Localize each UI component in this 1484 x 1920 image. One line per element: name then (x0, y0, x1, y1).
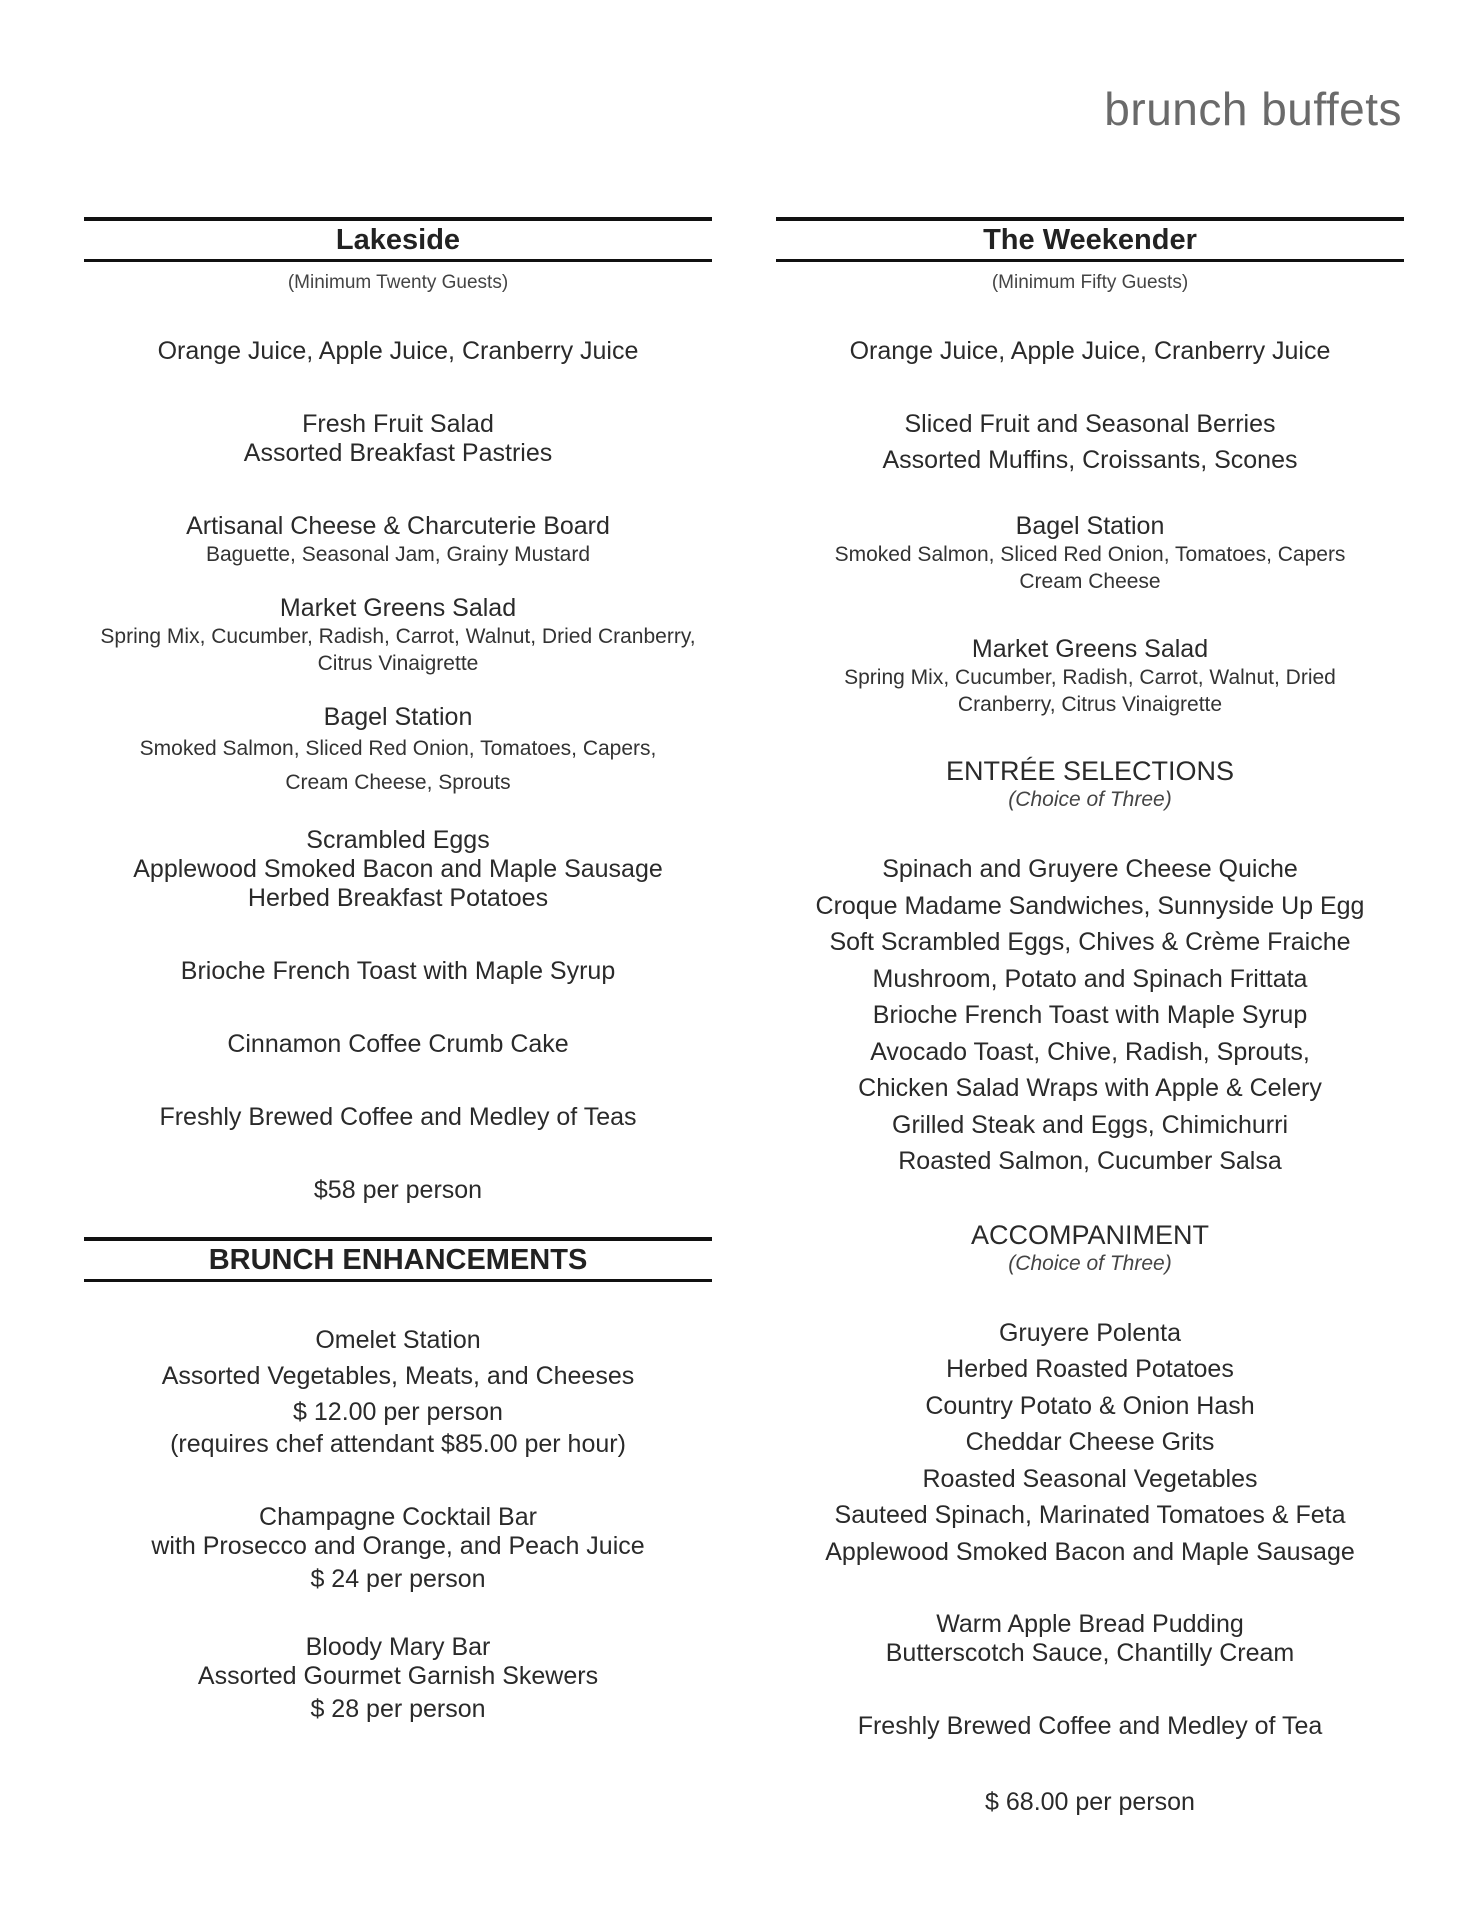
entree-item: Soft Scrambled Eggs, Chives & Crème Fraiche (829, 928, 1351, 956)
accompaniment-item: Herbed Roasted Potatoes (946, 1355, 1234, 1383)
omelet-group (84, 1322, 712, 1459)
accompaniment-heading: ACCOMPANIMENT (970, 1219, 1209, 1250)
weekender-price: $ 68.00 per person (985, 1788, 1195, 1816)
entree-item: Mushroom, Potato and Spinach Frittata (872, 964, 1308, 993)
omelet-station: Omelet Station (315, 1326, 481, 1354)
entree-choice: (Choice of Three) (1008, 788, 1172, 811)
entree-list (776, 851, 1404, 1180)
weekender-bagel-sub-1: Smoked Salmon, Sliced Red Onion, Tomatoes, Capers (834, 543, 1346, 566)
lakeside-column (84, 217, 712, 1727)
entree-item: Croque Madame Sandwiches, Sunnyside Up Egg (815, 891, 1365, 920)
lakeside-pastries: Assorted Breakfast Pastries (243, 439, 553, 467)
weekender-muffins: Assorted Muffins, Croissants, Scones (882, 446, 1298, 474)
weekender-bagel: Bagel Station (1015, 512, 1165, 540)
lakeside-juices: Orange Juice, Apple Juice, Cranberry Juice (157, 337, 639, 365)
accompaniment-choice: (Choice of Three) (1008, 1251, 1172, 1275)
pudding-sub: Butterscotch Sauce, Chantilly Cream (885, 1639, 1295, 1667)
lakeside-greens-group (84, 594, 712, 677)
weekender-greens-sub: Spring Mix, Cucumber, Radish, Carrot, Walnut, Dried Cranberry, Citrus Vinaigrette (844, 666, 1336, 716)
pudding-group (776, 1610, 1404, 1668)
champagne-price: $ 24 per person (310, 1565, 486, 1593)
lakeside-header: Lakeside (84, 217, 712, 262)
lakeside-crumb-cake: Cinnamon Coffee Crumb Cake (227, 1030, 569, 1058)
entree-item: Avocado Toast, Chive, Radish, Sprouts, (870, 1037, 1310, 1066)
lakeside-minimum: (Minimum Twenty Guests) (287, 272, 509, 293)
lakeside-cheese-board: Artisanal Cheese & Charcuterie Board (186, 512, 610, 540)
accompaniment-item: Applewood Smoked Bacon and Maple Sausage (825, 1537, 1355, 1566)
entree-item: Roasted Salmon, Cucumber Salsa (898, 1147, 1282, 1175)
weekender-minimum: (Minimum Fifty Guests) (991, 272, 1189, 293)
champagne-sub: with Prosecco and Orange, and Peach Juice (151, 1532, 645, 1560)
page-title: brunch buffets (1104, 83, 1402, 135)
omelet-sub: Assorted Vegetables, Meats, and Cheeses (161, 1362, 635, 1390)
entree-item: Spinach and Gruyere Cheese Quiche (882, 855, 1298, 883)
entree-heading: ENTRÉE SELECTIONS (945, 756, 1235, 786)
accompaniment-item: Sauteed Spinach, Marinated Tomatoes & Feta (834, 1501, 1346, 1529)
weekender-bagel-sub-2: Cream Cheese (1019, 570, 1161, 593)
weekender-header: The Weekender (776, 217, 1404, 262)
entree-item: Chicken Salad Wraps with Apple & Celery (858, 1074, 1322, 1102)
weekender-greens-group (776, 635, 1404, 718)
entree-heading-group (776, 756, 1404, 813)
entree-item: Brioche French Toast with Maple Syrup (872, 1001, 1308, 1029)
weekender-fruit-group (776, 406, 1404, 478)
lakeside-fruit-group (84, 410, 712, 468)
omelet-note: (requires chef attendant $85.00 per hour) (170, 1430, 626, 1458)
accompaniment-item: Gruyere Polenta (998, 1318, 1182, 1347)
bloody-mary-sub: Assorted Gourmet Garnish Skewers (197, 1662, 599, 1690)
pudding: Warm Apple Bread Pudding (936, 1610, 1244, 1638)
enhancements-header: BRUNCH ENHANCEMENTS (84, 1237, 712, 1282)
bloody-mary-price: $ 28 per person (310, 1695, 486, 1723)
lakeside-coffee: Freshly Brewed Coffee and Medley of Teas (159, 1103, 637, 1131)
accompaniment-list (776, 1315, 1404, 1571)
bloody-mary-bar: Bloody Mary Bar (305, 1633, 491, 1661)
lakeside-potatoes: Herbed Breakfast Potatoes (247, 884, 549, 912)
lakeside-greens: Market Greens Salad (279, 594, 517, 622)
lakeside-cheese-group (84, 512, 712, 568)
lakeside-fruit-salad: Fresh Fruit Salad (302, 410, 494, 438)
champagne-group (84, 1503, 712, 1597)
lakeside-eggs: Scrambled Eggs (306, 826, 490, 854)
lakeside-bagel-sub-2: Cream Cheese, Sprouts (285, 771, 511, 794)
weekender-greens: Market Greens Salad (971, 635, 1209, 663)
lakeside-cheese-board-sub: Baguette, Seasonal Jam, Grainy Mustard (205, 543, 591, 566)
weekender-juices: Orange Juice, Apple Juice, Cranberry Juice (849, 337, 1331, 365)
lakeside-bagel: Bagel Station (323, 703, 473, 731)
accompaniment-item: Cheddar Cheese Grits (965, 1428, 1215, 1456)
lakeside-bacon: Applewood Smoked Bacon and Maple Sausage (133, 855, 663, 883)
lakeside-eggs-group (84, 826, 712, 913)
entree-item: Grilled Steak and Eggs, Chimichurri (892, 1110, 1288, 1139)
lakeside-bagel-group (84, 703, 712, 800)
accompaniment-item: Country Potato & Onion Hash (925, 1391, 1255, 1420)
bloody-mary-group (84, 1633, 712, 1727)
accompaniment-item: Roasted Seasonal Vegetables (922, 1464, 1258, 1493)
weekender-column (776, 217, 1404, 1817)
weekender-bagel-group (776, 512, 1404, 595)
omelet-price: $ 12.00 per person (293, 1398, 503, 1426)
weekender-coffee: Freshly Brewed Coffee and Medley of Tea (857, 1712, 1323, 1740)
accompaniment-heading-group (776, 1220, 1404, 1277)
lakeside-bagel-sub-1: Smoked Salmon, Sliced Red Onion, Tomatoes, Capers, (139, 737, 657, 760)
lakeside-greens-sub: Spring Mix, Cucumber, Radish, Carrot, Walnut, Dried Cranberry, Citrus Vinaigrette (100, 625, 696, 675)
lakeside-french-toast: Brioche French Toast with Maple Syrup (180, 957, 616, 985)
lakeside-price: $58 per person (313, 1176, 483, 1204)
champagne-bar: Champagne Cocktail Bar (259, 1503, 537, 1531)
weekender-fruit: Sliced Fruit and Seasonal Berries (904, 410, 1276, 438)
